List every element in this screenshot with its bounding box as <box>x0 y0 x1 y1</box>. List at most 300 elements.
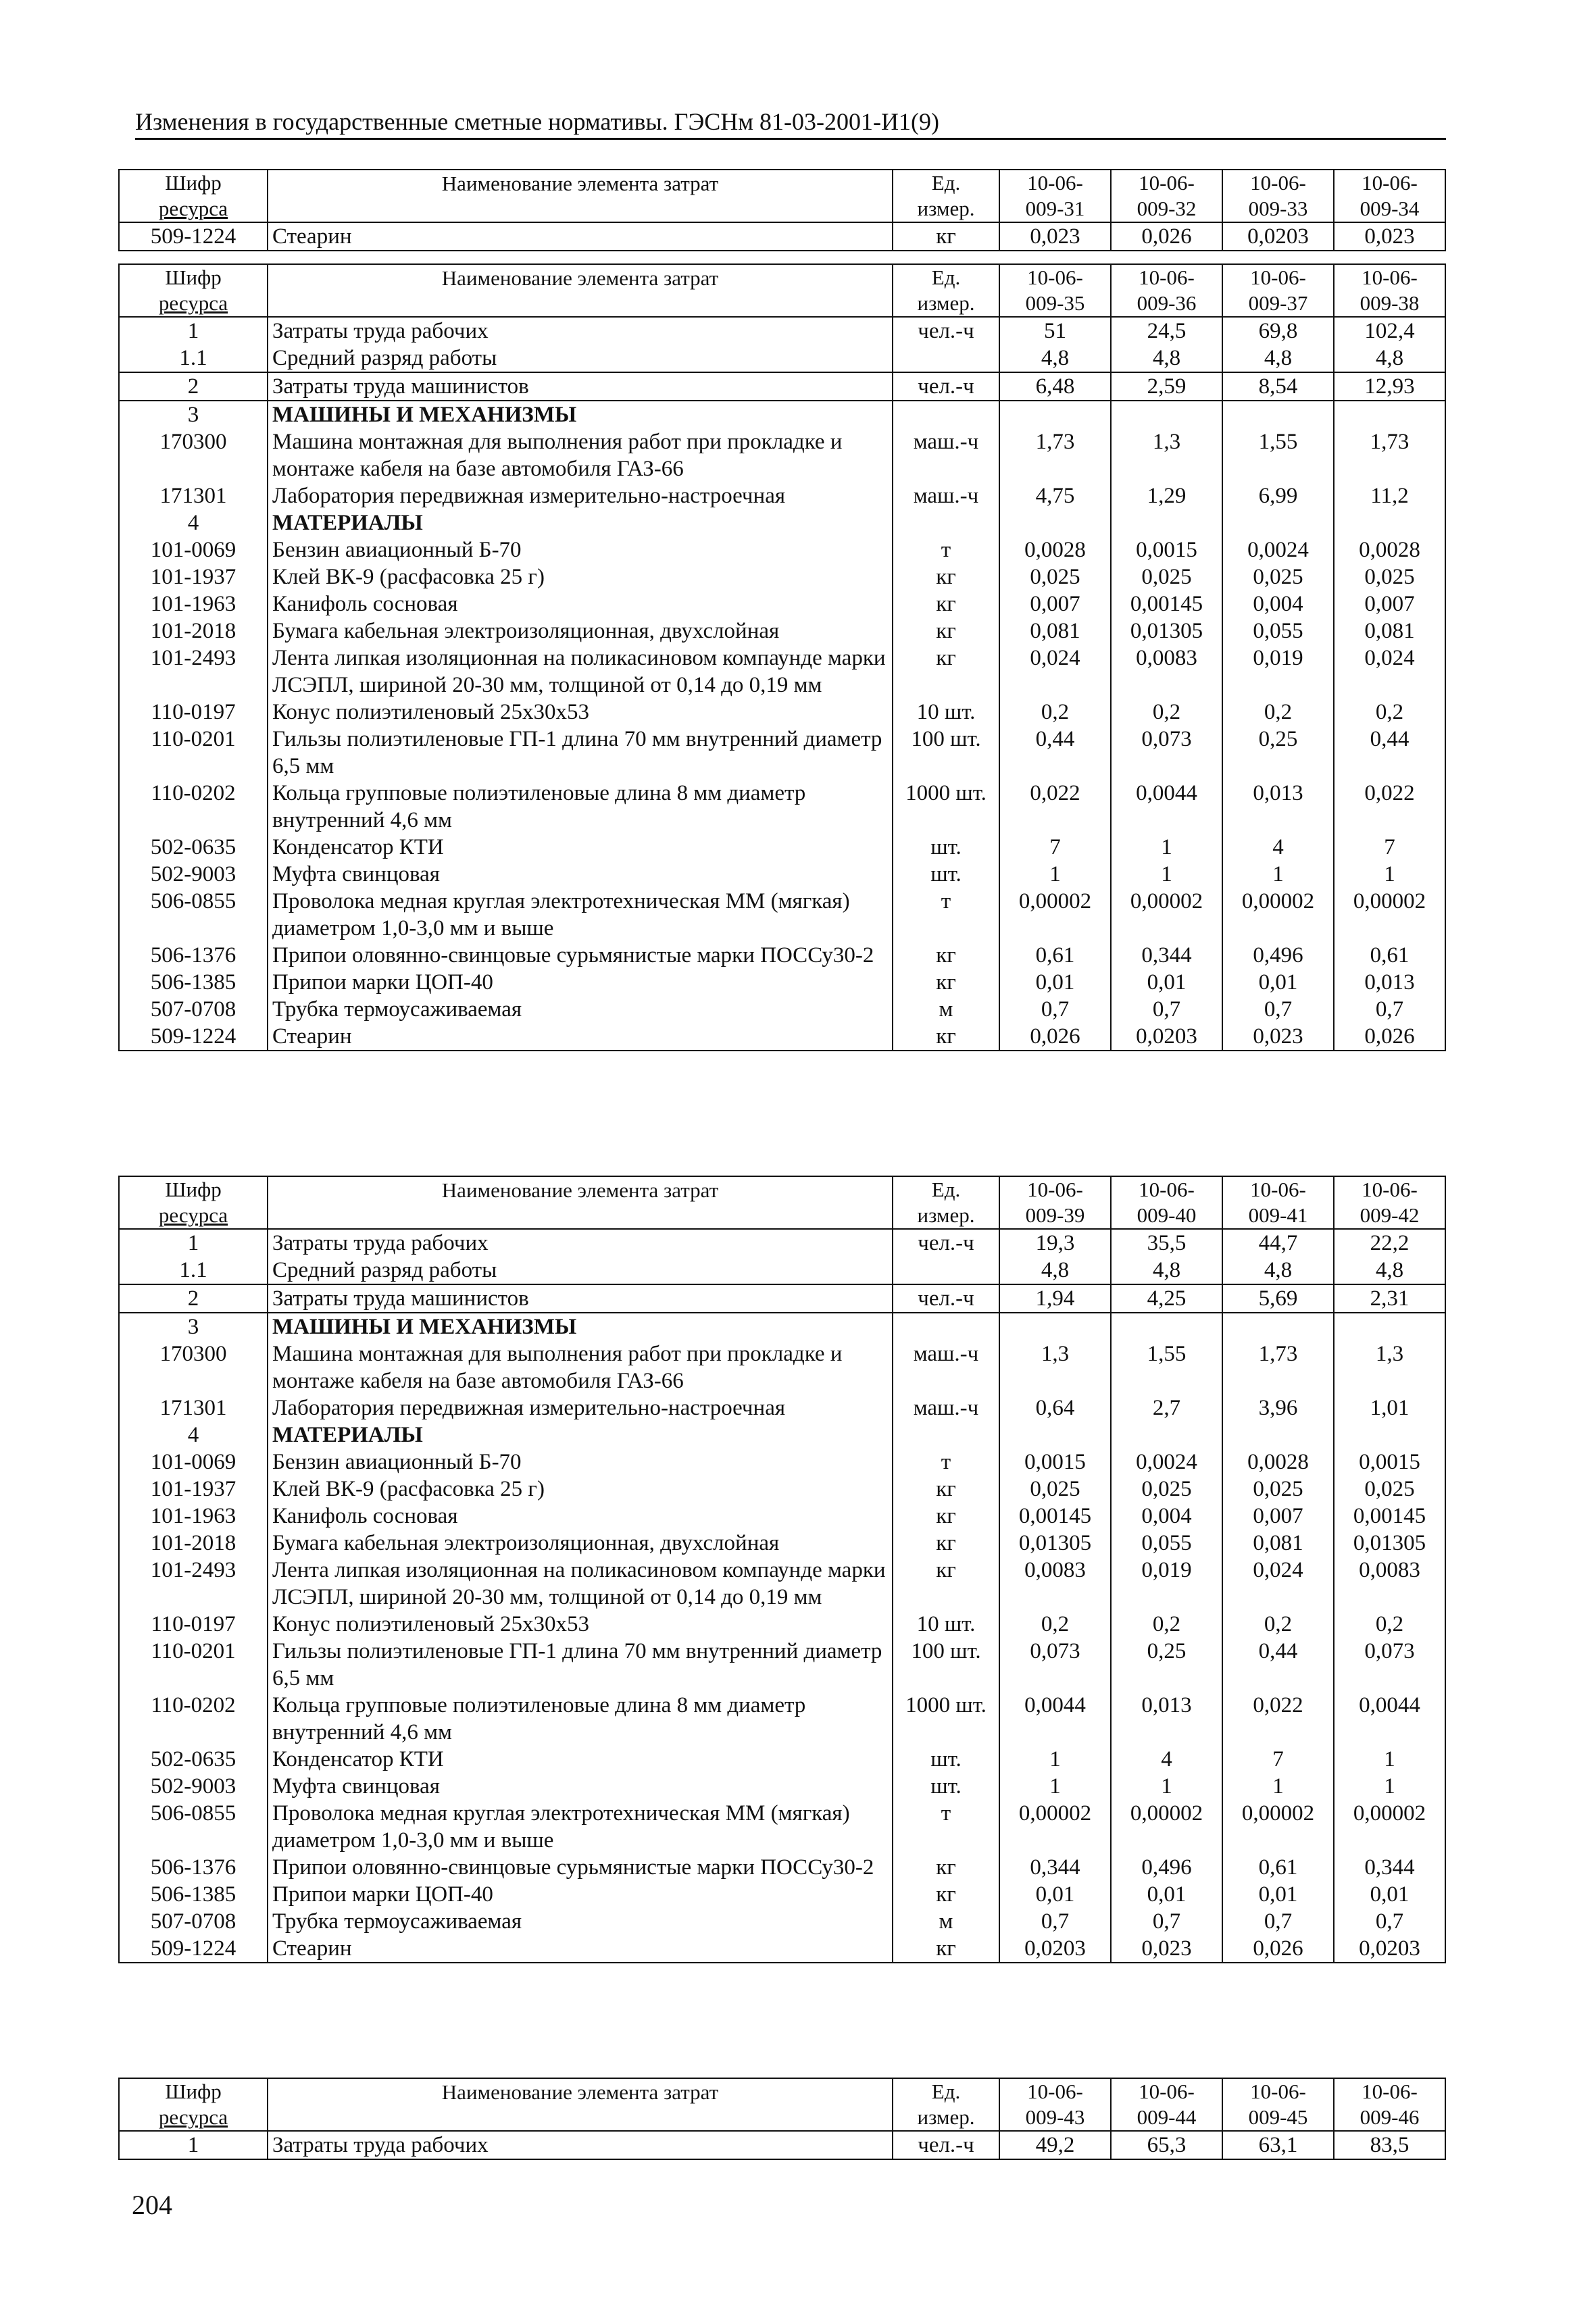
norm-value: 0,7 <box>999 996 1111 1023</box>
norm-value: 1 <box>1334 1773 1445 1800</box>
cost-element-name: Затраты труда рабочих <box>268 2131 893 2159</box>
table-row <box>119 536 1445 563</box>
table-header-row <box>119 264 1445 317</box>
norm-value: 4,8 <box>1334 1257 1445 1284</box>
unit-of-measure: т <box>893 888 999 942</box>
norm-value: 0,01 <box>1111 1881 1222 1908</box>
resource-code: 507-0708 <box>119 996 268 1023</box>
norm-value: 4 <box>1111 1746 1222 1773</box>
norm-value: 0,013 <box>1222 780 1334 834</box>
norm-value <box>1111 401 1222 428</box>
norm-value: 4 <box>1222 834 1334 861</box>
unit-of-measure: маш.-ч <box>893 482 999 509</box>
table-row <box>119 590 1445 618</box>
header-norm-code-line1: 10-06- <box>1027 2080 1083 2103</box>
unit-of-measure <box>893 1422 999 1449</box>
norm-value: 0,055 <box>1111 1530 1222 1557</box>
resource-code: 101-0069 <box>119 1449 268 1476</box>
cost-element-name: Лаборатория передвижная измерительно-настроечная <box>268 1394 893 1422</box>
norm-value: 4,8 <box>999 1257 1111 1284</box>
header-norm-code-line2: 009-44 <box>1137 2105 1197 2129</box>
norm-value: 7 <box>1334 834 1445 861</box>
resource-code: 170300 <box>119 1340 268 1394</box>
header-norm-code-line1: 10-06- <box>1027 171 1083 195</box>
norm-value: 0,025 <box>999 1476 1111 1503</box>
resource-code: 1 <box>119 2131 268 2159</box>
norm-value: 0,496 <box>1222 942 1334 969</box>
table-row <box>119 1638 1445 1692</box>
resource-code: 502-0635 <box>119 834 268 861</box>
header-norm-code-line1: 10-06- <box>1250 171 1306 195</box>
table-row <box>119 372 1445 401</box>
cost-element-name: Стеарин <box>268 1023 893 1051</box>
table-row <box>119 1692 1445 1746</box>
unit-of-measure: кг <box>893 942 999 969</box>
table-row <box>119 942 1445 969</box>
norm-value: 1 <box>1111 834 1222 861</box>
norm-value: 1 <box>999 1746 1111 1773</box>
header-norm-code <box>1111 1176 1222 1229</box>
cost-element-name: Трубка термоусаживаемая <box>268 1908 893 1935</box>
norm-value: 1,3 <box>1111 428 1222 482</box>
norm-value <box>1334 1313 1445 1340</box>
norm-value: 0,007 <box>999 590 1111 618</box>
unit-of-measure <box>893 1257 999 1284</box>
unit-of-measure: кг <box>893 590 999 618</box>
norm-value: 0,022 <box>1222 1692 1334 1746</box>
cost-element-name: Затраты труда рабочих <box>268 1229 893 1257</box>
table-row <box>119 780 1445 834</box>
table-row <box>119 2131 1445 2159</box>
norm-value: 0,073 <box>1111 726 1222 780</box>
unit-of-measure: шт. <box>893 1773 999 1800</box>
cost-element-name: Конус полиэтиленовый 25x30x53 <box>268 1611 893 1638</box>
unit-of-measure: 100 шт. <box>893 1638 999 1692</box>
norm-value: 0,0015 <box>1334 1449 1445 1476</box>
table-row <box>119 1023 1445 1051</box>
norm-value: 0,2 <box>1222 1611 1334 1638</box>
table-row <box>119 222 1445 251</box>
unit-of-measure: кг <box>893 1935 999 1963</box>
table-row <box>119 1611 1445 1638</box>
norm-value: 0,0028 <box>1334 536 1445 563</box>
header-norm-code <box>1334 170 1445 222</box>
norm-value: 0,01305 <box>1111 618 1222 645</box>
norm-value: 0,44 <box>1222 1638 1334 1692</box>
resource-code: 2 <box>119 372 268 401</box>
cost-element-name: Конденсатор КТИ <box>268 834 893 861</box>
cost-element-name: Стеарин <box>268 222 893 251</box>
unit-of-measure: 1000 шт. <box>893 1692 999 1746</box>
norm-value: 0,022 <box>999 780 1111 834</box>
header-norm-code-line2: 009-43 <box>1025 2105 1085 2129</box>
unit-of-measure: кг <box>893 1557 999 1611</box>
resource-code: 3 <box>119 401 268 428</box>
norm-value: 1 <box>1111 861 1222 888</box>
table-row <box>119 1394 1445 1422</box>
norm-value: 0,61 <box>1334 942 1445 969</box>
unit-of-measure <box>893 509 999 536</box>
resource-code: 101-1963 <box>119 590 268 618</box>
resource-code: 509-1224 <box>119 222 268 251</box>
norm-value: 1,73 <box>1222 1340 1334 1394</box>
cost-element-name: МАТЕРИАЛЫ <box>268 509 893 536</box>
header-code-line1: Шифр <box>165 171 222 195</box>
norm-value: 0,00002 <box>1334 1800 1445 1854</box>
unit-of-measure: шт. <box>893 834 999 861</box>
norm-value: 0,0044 <box>999 1692 1111 1746</box>
norm-value: 0,024 <box>1334 645 1445 699</box>
header-unit-line1: Ед. <box>931 171 961 195</box>
norm-value: 0,0044 <box>1334 1692 1445 1746</box>
table-row <box>119 1854 1445 1881</box>
header-norm-code <box>1334 264 1445 317</box>
norm-value <box>999 509 1111 536</box>
norm-value: 0,01 <box>999 969 1111 996</box>
table-row <box>119 1449 1445 1476</box>
page-number: 204 <box>132 2190 172 2220</box>
norm-value: 0,01 <box>1334 1881 1445 1908</box>
cost-element-name: Припои марки ЦОП-40 <box>268 969 893 996</box>
cost-element-name: Трубка термоусаживаемая <box>268 996 893 1023</box>
unit-of-measure: кг <box>893 1530 999 1557</box>
header-code-line2: ресурса <box>158 197 228 220</box>
norm-value: 1 <box>999 1773 1111 1800</box>
norm-value: 0,344 <box>999 1854 1111 1881</box>
cost-element-name: Средний разряд работы <box>268 345 893 372</box>
norm-value <box>1222 1313 1334 1340</box>
norm-value: 0,7 <box>999 1908 1111 1935</box>
norm-value: 0,025 <box>1111 563 1222 590</box>
norm-value: 1,73 <box>999 428 1111 482</box>
header-unit-line2: измер. <box>917 2105 975 2129</box>
norm-value: 1,73 <box>1334 428 1445 482</box>
cost-element-name: Гильзы полиэтиленовые ГП-1 длина 70 мм внутренний диаметр 6,5 мм <box>268 726 893 780</box>
unit-of-measure: маш.-ч <box>893 1394 999 1422</box>
norm-value: 4,8 <box>1222 1257 1334 1284</box>
resource-code: 509-1224 <box>119 1935 268 1963</box>
norm-value: 0,023 <box>1334 222 1445 251</box>
norm-value: 0,7 <box>1111 1908 1222 1935</box>
header-norm-code-line1: 10-06- <box>1250 2080 1306 2103</box>
norm-value: 4,8 <box>999 345 1111 372</box>
norm-value: 0,013 <box>1334 969 1445 996</box>
cost-element-name: Канифоль сосновая <box>268 590 893 618</box>
norm-value: 0,081 <box>1222 1530 1334 1557</box>
norm-value: 0,004 <box>1222 590 1334 618</box>
norm-value: 0,022 <box>1334 780 1445 834</box>
table-row <box>119 1340 1445 1394</box>
table-row <box>119 1503 1445 1530</box>
unit-of-measure: т <box>893 1800 999 1854</box>
unit-of-measure: кг <box>893 1503 999 1530</box>
norm-value: 0,344 <box>1334 1854 1445 1881</box>
norm-value <box>999 1313 1111 1340</box>
norm-value: 0,026 <box>1334 1023 1445 1051</box>
norm-value: 0,7 <box>1222 1908 1334 1935</box>
norm-value: 0,25 <box>1222 726 1334 780</box>
resource-code: 506-0855 <box>119 1800 268 1854</box>
resource-code: 509-1224 <box>119 1023 268 1051</box>
header-norm-code-line2: 009-45 <box>1248 2105 1308 2129</box>
header-unit-line2: измер. <box>917 197 975 220</box>
cost-element-name: Припои оловянно-свинцовые сурьмянистые марки ПОССу30-2 <box>268 1854 893 1881</box>
norm-value <box>1111 1422 1222 1449</box>
norm-value: 7 <box>1222 1746 1334 1773</box>
table-row <box>119 1422 1445 1449</box>
resource-code: 502-9003 <box>119 1773 268 1800</box>
norm-value: 6,48 <box>999 372 1111 401</box>
table-row <box>119 563 1445 590</box>
header-code <box>119 2078 268 2131</box>
norm-value: 0,023 <box>999 222 1111 251</box>
header-code-line2: ресурса <box>158 1203 228 1227</box>
unit-of-measure: кг <box>893 222 999 251</box>
norm-value: 3,96 <box>1222 1394 1334 1422</box>
norm-value: 0,7 <box>1222 996 1334 1023</box>
cost-element-name: Клей ВК-9 (расфасовка 25 г) <box>268 563 893 590</box>
cost-element-name: Лента липкая изоляционная на поликасиновом компаунде марки ЛСЭПЛ, шириной 20-30 мм, толщиной от 0,14 до 0,19 мм <box>268 1557 893 1611</box>
norm-value: 0,0028 <box>999 536 1111 563</box>
norm-value: 4,25 <box>1111 1284 1222 1313</box>
norm-value: 0,0203 <box>999 1935 1111 1963</box>
unit-of-measure: чел.-ч <box>893 372 999 401</box>
header-norm-code <box>1111 264 1222 317</box>
table-row <box>119 1229 1445 1257</box>
unit-of-measure: т <box>893 536 999 563</box>
norm-value: 0,0203 <box>1222 222 1334 251</box>
norm-value: 11,2 <box>1334 482 1445 509</box>
header-norm-code-line1: 10-06- <box>1139 2080 1195 2103</box>
header-unit-line1: Ед. <box>931 1178 961 1201</box>
resource-code: 101-0069 <box>119 536 268 563</box>
norm-table <box>118 169 1446 251</box>
norm-value: 0,2 <box>999 1611 1111 1638</box>
norm-value: 0,00002 <box>999 1800 1111 1854</box>
cost-element-name: Лента липкая изоляционная на поликасиновом компаунде марки ЛСЭПЛ, шириной 20-30 мм, толщиной от 0,14 до 0,19 мм <box>268 645 893 699</box>
unit-of-measure: кг <box>893 563 999 590</box>
cost-element-name: Затраты труда рабочих <box>268 317 893 345</box>
norm-value: 0,019 <box>1222 645 1334 699</box>
resource-code: 171301 <box>119 1394 268 1422</box>
cost-element-name: Кольца групповые полиэтиленовые длина 8 мм диаметр внутренний 4,6 мм <box>268 780 893 834</box>
norm-value: 0,013 <box>1111 1692 1222 1746</box>
header-norm-code-line1: 10-06- <box>1362 2080 1418 2103</box>
table-row <box>119 1476 1445 1503</box>
table-row <box>119 482 1445 509</box>
resource-code: 1.1 <box>119 345 268 372</box>
resource-code: 101-2018 <box>119 618 268 645</box>
cost-element-name: Припои оловянно-свинцовые сурьмянистые марки ПОССу30-2 <box>268 942 893 969</box>
norm-value: 0,024 <box>999 645 1111 699</box>
norm-value: 0,073 <box>999 1638 1111 1692</box>
norm-value: 0,0015 <box>1111 536 1222 563</box>
table-row <box>119 618 1445 645</box>
norm-value: 1,01 <box>1334 1394 1445 1422</box>
norm-value: 0,073 <box>1334 1638 1445 1692</box>
header-norm-code <box>999 264 1111 317</box>
norm-value <box>1334 1422 1445 1449</box>
cost-element-name: Проволока медная круглая электротехническая ММ (мягкая) диаметром 1,0-3,0 мм и выше <box>268 888 893 942</box>
norm-value: 0,024 <box>1222 1557 1334 1611</box>
resource-code: 4 <box>119 509 268 536</box>
cost-element-name: Средний разряд работы <box>268 1257 893 1284</box>
norm-value: 0,64 <box>999 1394 1111 1422</box>
table-row <box>119 1908 1445 1935</box>
norm-value: 0,2 <box>999 699 1111 726</box>
cost-element-name: Бензин авиационный Б-70 <box>268 1449 893 1476</box>
resource-code: 506-1385 <box>119 1881 268 1908</box>
norm-value: 83,5 <box>1334 2131 1445 2159</box>
norm-value: 0,01305 <box>1334 1530 1445 1557</box>
header-norm-code-line1: 10-06- <box>1250 266 1306 289</box>
norm-value: 0,44 <box>999 726 1111 780</box>
norm-value: 2,7 <box>1111 1394 1222 1422</box>
norm-value: 0,0024 <box>1222 536 1334 563</box>
table-row <box>119 996 1445 1023</box>
norm-value <box>1111 509 1222 536</box>
cost-element-name: Стеарин <box>268 1935 893 1963</box>
unit-of-measure: м <box>893 996 999 1023</box>
header-norm-code-line1: 10-06- <box>1139 1178 1195 1201</box>
norm-value: 51 <box>999 317 1111 345</box>
norm-value: 0,00002 <box>1334 888 1445 942</box>
unit-of-measure: т <box>893 1449 999 1476</box>
norm-value: 12,93 <box>1334 372 1445 401</box>
norm-value <box>1111 1313 1222 1340</box>
norm-value: 4,75 <box>999 482 1111 509</box>
norm-value: 0,007 <box>1222 1503 1334 1530</box>
cost-element-name: Лаборатория передвижная измерительно-настроечная <box>268 482 893 509</box>
norm-value: 2,59 <box>1111 372 1222 401</box>
norm-value: 0,344 <box>1111 942 1222 969</box>
norm-value: 0,026 <box>1222 1935 1334 1963</box>
norm-value <box>1334 509 1445 536</box>
norm-value: 4,8 <box>1111 1257 1222 1284</box>
norm-value: 0,081 <box>999 618 1111 645</box>
norm-value <box>999 401 1111 428</box>
resource-code: 110-0201 <box>119 1638 268 1692</box>
norm-value: 63,1 <box>1222 2131 1334 2159</box>
norm-value: 1,3 <box>999 1340 1111 1394</box>
resource-code: 4 <box>119 1422 268 1449</box>
norm-value: 0,025 <box>999 563 1111 590</box>
header-norm-code-line2: 009-35 <box>1025 291 1085 315</box>
resource-code: 110-0197 <box>119 699 268 726</box>
cost-element-name: Бумага кабельная электроизоляционная, двухслойная <box>268 618 893 645</box>
header-unit-line2: измер. <box>917 291 975 315</box>
unit-of-measure: 100 шт. <box>893 726 999 780</box>
norm-value: 1 <box>1222 1773 1334 1800</box>
norm-value: 1,94 <box>999 1284 1111 1313</box>
table-row <box>119 1313 1445 1340</box>
table-row <box>119 1800 1445 1854</box>
norm-value: 0,7 <box>1334 996 1445 1023</box>
cost-element-name: Муфта свинцовая <box>268 1773 893 1800</box>
cost-element-name: Конденсатор КТИ <box>268 1746 893 1773</box>
norm-value: 1 <box>1222 861 1334 888</box>
norm-value: 0,055 <box>1222 618 1334 645</box>
header-norm-code-line2: 009-36 <box>1137 291 1197 315</box>
norm-value: 0,025 <box>1334 1476 1445 1503</box>
norm-value: 0,7 <box>1334 1908 1445 1935</box>
cost-element-name: Гильзы полиэтиленовые ГП-1 длина 70 мм внутренний диаметр 6,5 мм <box>268 1638 893 1692</box>
header-norm-code-line1: 10-06- <box>1362 1178 1418 1201</box>
header-code-line2: ресурса <box>158 2105 228 2129</box>
norm-value: 0,0203 <box>1111 1023 1222 1051</box>
header-norm-code-line1: 10-06- <box>1139 171 1195 195</box>
resource-code: 502-0635 <box>119 1746 268 1773</box>
unit-of-measure: кг <box>893 1476 999 1503</box>
norm-value: 6,99 <box>1222 482 1334 509</box>
table-row <box>119 345 1445 372</box>
resource-code: 101-1937 <box>119 563 268 590</box>
norm-table <box>118 2078 1446 2160</box>
norm-value: 0,61 <box>1222 1854 1334 1881</box>
norm-value: 4,8 <box>1222 345 1334 372</box>
norm-value: 5,69 <box>1222 1284 1334 1313</box>
norm-value: 0,026 <box>1111 222 1222 251</box>
cost-element-name: Машина монтажная для выполнения работ при прокладке и монтаже кабеля на базе автомобиля ГАЗ-66 <box>268 428 893 482</box>
unit-of-measure: 1000 шт. <box>893 780 999 834</box>
header-norm-code-line2: 009-46 <box>1360 2105 1420 2129</box>
norm-value: 0,025 <box>1334 563 1445 590</box>
unit-of-measure: чел.-ч <box>893 2131 999 2159</box>
norm-value: 1 <box>1111 1773 1222 1800</box>
norm-value: 0,44 <box>1334 726 1445 780</box>
cost-element-name: МАШИНЫ И МЕХАНИЗМЫ <box>268 1313 893 1340</box>
header-norm-code-line1: 10-06- <box>1027 266 1083 289</box>
table-row <box>119 401 1445 428</box>
table-header-row <box>119 2078 1445 2131</box>
resource-code: 3 <box>119 1313 268 1340</box>
norm-value: 0,01 <box>1222 969 1334 996</box>
resource-code: 101-1937 <box>119 1476 268 1503</box>
norm-value: 69,8 <box>1222 317 1334 345</box>
table-row <box>119 1746 1445 1773</box>
table-header-row <box>119 1176 1445 1229</box>
table-row <box>119 509 1445 536</box>
header-unit-line1: Ед. <box>931 2080 961 2103</box>
norm-value: 0,023 <box>1111 1935 1222 1963</box>
norm-value: 0,026 <box>999 1023 1111 1051</box>
norm-value: 0,00145 <box>1111 590 1222 618</box>
header-norm-code-line1: 10-06- <box>1139 266 1195 289</box>
norm-value: 0,00002 <box>999 888 1111 942</box>
resource-code: 110-0202 <box>119 780 268 834</box>
norm-value: 1,55 <box>1222 428 1334 482</box>
unit-of-measure: кг <box>893 1881 999 1908</box>
resource-code: 110-0197 <box>119 1611 268 1638</box>
header-norm-code-line2: 009-33 <box>1248 197 1308 220</box>
header-name: Наименование элемента затрат <box>268 1176 893 1229</box>
cost-element-name: Канифоль сосновая <box>268 1503 893 1530</box>
resource-code: 502-9003 <box>119 861 268 888</box>
unit-of-measure: маш.-ч <box>893 428 999 482</box>
header-norm-code <box>1111 170 1222 222</box>
resource-code: 101-1963 <box>119 1503 268 1530</box>
norm-value: 0,01 <box>999 1881 1111 1908</box>
table-row <box>119 1284 1445 1313</box>
norm-table <box>118 263 1446 1051</box>
norm-value: 0,00002 <box>1222 888 1334 942</box>
table-row <box>119 861 1445 888</box>
header-norm-code <box>1334 1176 1445 1229</box>
resource-code: 1 <box>119 317 268 345</box>
unit-of-measure: шт. <box>893 861 999 888</box>
unit-of-measure: чел.-ч <box>893 317 999 345</box>
norm-value: 7 <box>999 834 1111 861</box>
